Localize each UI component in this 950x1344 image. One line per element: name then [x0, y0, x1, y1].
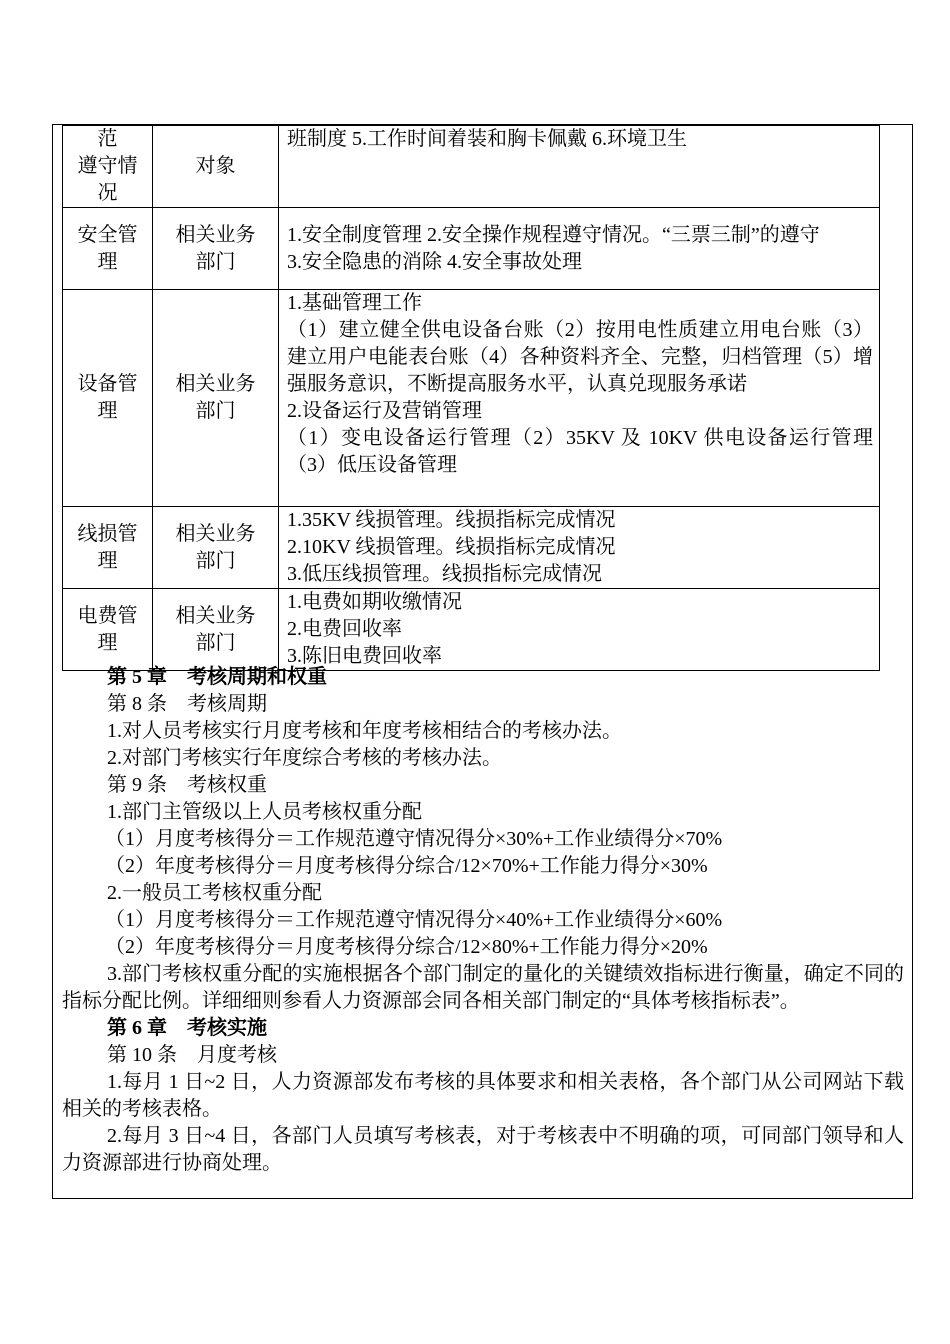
- article-heading: 第 9 条 考核权重: [107, 774, 267, 796]
- content-line: 班制度 5.工作时间着装和胸卡佩戴 6.环境卫生: [287, 128, 687, 150]
- table-row: [63, 126, 880, 208]
- table-cell-target: 相关业务 部门: [153, 589, 279, 671]
- paragraph: 1.部门主管级以上人员考核权重分配: [107, 801, 422, 823]
- article-heading: 第 10 条 月度考核: [107, 1044, 277, 1066]
- table-cell-category: 设备管 理: [63, 290, 153, 507]
- table-cell-content: [279, 507, 880, 589]
- content-line: 3.陈旧电费回收率: [287, 645, 442, 667]
- chapter-heading: 第 6 章 考核实施: [107, 1017, 267, 1039]
- table-cell-target: 相关业务 部门: [153, 290, 279, 507]
- formula-line: （1）月度考核得分＝工作规范遵守情况得分×30%+工作业绩得分×70%: [105, 828, 723, 850]
- table-row: [63, 290, 880, 507]
- table-row: [63, 208, 880, 290]
- table-cell-content: [279, 208, 880, 290]
- content-line: 1.35KV 线损管理。线损指标完成情况: [287, 509, 616, 531]
- content-line: 1.电费如期收缴情况: [287, 591, 462, 613]
- table-cell-content: [279, 126, 880, 208]
- formula-line: （1）月度考核得分＝工作规范遵守情况得分×40%+工作业绩得分×60%: [105, 909, 723, 931]
- content-line: （1）建立健全供电设备台账（2）按用电性质建立用电台账（3）建立用户电能表台账（4）各种资料齐全、完整，归档管理（5）增强服务意识，不断提高服务水平，认真兑现服务承诺: [287, 319, 873, 395]
- content-line: 2.电费回收率: [287, 618, 402, 640]
- content-line: 1.基础管理工作: [287, 292, 422, 314]
- table-row: [63, 589, 880, 671]
- assessment-table: [62, 125, 880, 671]
- paragraph: 1.每月 1 日~2 日，人力资源部发布考核的具体要求和相关表格，各个部门从公司网站下载相关的考核表格。: [62, 1071, 904, 1120]
- table-cell-target: 相关业务 部门: [153, 208, 279, 290]
- chapter-heading: 第 5 章 考核周期和权重: [107, 666, 327, 688]
- content-line: 2.设备运行及营销管理: [287, 400, 482, 422]
- paragraph: 2.每月 3 日~4 日，各部门人员填写考核表，对于考核表中不明确的项，可同部门领导和人力资源部进行协商处理。: [62, 1125, 904, 1174]
- table-cell-target: 相关业务 部门: [153, 507, 279, 589]
- table-cell-content: [279, 589, 880, 671]
- paragraph: 2.对部门考核实行年度综合考核的考核办法。: [107, 747, 502, 769]
- content-line: 1.安全制度管理 2.安全操作规程遵守情况。“三票三制”的遵守: [287, 223, 820, 246]
- table-cell-category: 范 遵守情 况: [63, 126, 153, 208]
- table-row: [63, 507, 880, 589]
- content-line: 3.低压线损管理。线损指标完成情况: [287, 563, 602, 585]
- content-line: （1）变电设备运行管理（2）35KV 及 10KV 供电设备运行管理（3）低压设备管理: [287, 427, 873, 476]
- paragraph: 1.对人员考核实行月度考核和年度考核相结合的考核办法。: [107, 720, 622, 742]
- table-cell-category: 安全管 理: [63, 208, 153, 290]
- table-cell-category: 线损管 理: [63, 507, 153, 589]
- formula-line: （2）年度考核得分＝月度考核得分综合/12×70%+工作能力得分×30%: [105, 855, 708, 877]
- table-cell-target: 对象: [153, 126, 279, 208]
- table-cell-content: [279, 290, 880, 507]
- document-body: [62, 664, 904, 1177]
- content-line: 2.10KV 线损管理。线损指标完成情况: [287, 536, 616, 558]
- content-line: 3.安全隐患的消除 4.安全事故处理: [287, 250, 582, 273]
- paragraph: 3.部门考核权重分配的实施根据各个部门制定的量化的关键绩效指标进行衡量，确定不同的指标分配比例。详细细则参看人力资源部会同各相关部门制定的“具体考核指标表”。: [62, 963, 904, 1012]
- table-cell-category: 电费管 理: [63, 589, 153, 671]
- formula-line: （2）年度考核得分＝月度考核得分综合/12×80%+工作能力得分×20%: [105, 936, 708, 958]
- paragraph: 2.一般员工考核权重分配: [107, 882, 322, 904]
- article-heading: 第 8 条 考核周期: [107, 693, 267, 715]
